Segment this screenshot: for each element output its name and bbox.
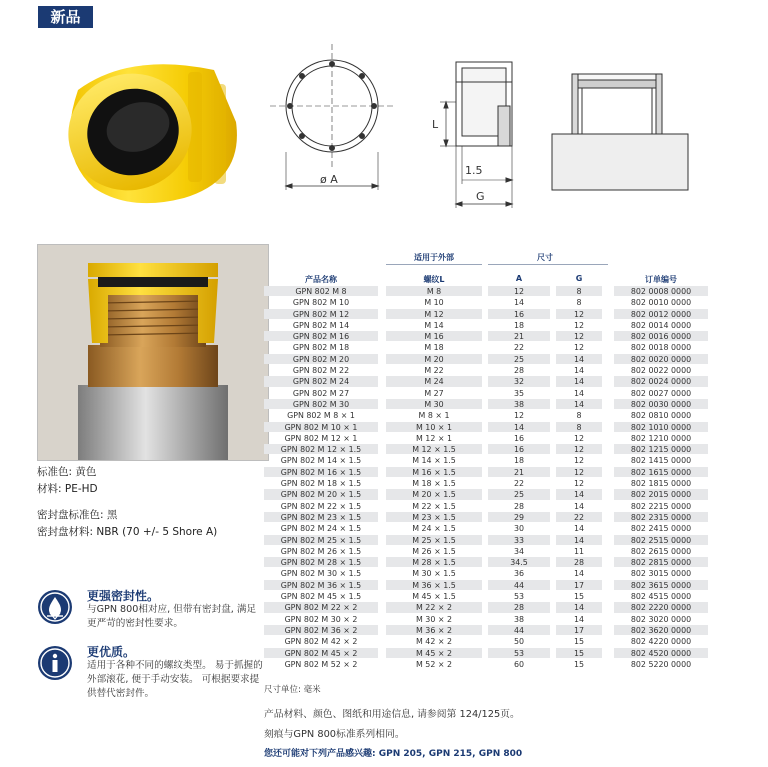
thread-cell: M 24 [386, 376, 482, 386]
table-row [264, 410, 708, 421]
g-cell: 15 [556, 648, 602, 658]
g-cell: 14 [556, 376, 602, 386]
product-name-cell: GPN 802 M 12 × 1 [284, 433, 358, 443]
table-row [264, 376, 708, 387]
a-cell: 35 [513, 388, 525, 398]
thread-cell: M 8 [386, 286, 482, 296]
table-row [264, 399, 708, 410]
g-cell: 15 [573, 592, 585, 602]
g-cell: 8 [576, 298, 582, 308]
a-cell: 16 [488, 444, 550, 454]
order-number-cell: 802 3615 0000 [614, 580, 708, 590]
order-number-cell: 802 1415 0000 [630, 456, 692, 466]
product-name-cell: GPN 802 M 8 × 1 [287, 411, 355, 421]
col-a: A [515, 274, 523, 283]
order-number-cell: 802 2815 0000 [614, 557, 708, 567]
dimension-offset-label: 1.5 [465, 164, 483, 177]
g-cell: 15 [573, 637, 585, 647]
order-number-cell: 802 0010 0000 [630, 298, 692, 308]
dimension-l-label: L [432, 118, 439, 131]
product-name-cell: GPN 802 M 36 × 1.5 [264, 580, 378, 590]
feature-quality-text: 适用于各种不同的螺纹类型。 易于抓握的外部滚花, 便于手动安装。 可根据要求提供替代密封件。 [87, 660, 263, 699]
table-row [264, 523, 708, 534]
table-row [264, 568, 708, 579]
order-number-cell: 802 2215 0000 [630, 501, 692, 511]
product-name-cell: GPN 802 M 20 × 1.5 [264, 489, 378, 499]
thread-cell: M 30 × 1.5 [412, 569, 456, 579]
g-cell: 15 [573, 659, 585, 669]
table-row [264, 535, 708, 546]
table-row [264, 365, 708, 376]
product-table [264, 250, 708, 670]
g-cell: 14 [556, 354, 602, 364]
g-cell: 12 [573, 433, 585, 443]
col-order-number: 订单编号 [645, 275, 677, 284]
table-row [264, 354, 708, 365]
table-row [264, 489, 708, 500]
group-size-header: 尺寸 [537, 253, 553, 262]
table-row [264, 444, 708, 455]
a-cell: 38 [513, 614, 525, 624]
product-name-cell: GPN 802 M 14 [292, 320, 350, 330]
product-name-cell: GPN 802 M 12 × 1.5 [264, 444, 378, 454]
g-cell: 12 [573, 456, 585, 466]
thread-cell: M 18 × 1.5 [412, 479, 456, 489]
table-row [264, 557, 708, 568]
order-number-cell: 802 1010 0000 [614, 422, 708, 432]
g-cell: 8 [576, 411, 582, 421]
g-cell: 17 [556, 625, 602, 635]
a-cell: 44 [488, 580, 550, 590]
g-cell: 14 [556, 489, 602, 499]
a-cell: 34 [513, 546, 525, 556]
table-row [264, 433, 708, 444]
g-cell: 12 [573, 479, 585, 489]
standard-color: 标准色: 黄色 [37, 466, 97, 478]
order-number-cell: 802 0020 0000 [614, 354, 708, 364]
a-cell: 53 [488, 648, 550, 658]
g-cell: 28 [556, 557, 602, 567]
col-thread: 螺纹L [423, 275, 445, 284]
a-cell: 22 [513, 343, 525, 353]
product-name-cell: GPN 802 M 10 [292, 298, 350, 308]
table-row [264, 648, 708, 659]
cap-product-photo [38, 32, 256, 212]
thread-cell: M 30 [386, 399, 482, 409]
order-number-cell: 802 0014 0000 [630, 320, 692, 330]
thread-cell: M 14 × 1.5 [412, 456, 456, 466]
drop-seal-icon [37, 589, 73, 625]
table-row [264, 580, 708, 591]
order-number-cell: 802 0810 0000 [630, 411, 692, 421]
front-view-drawing [270, 44, 394, 190]
thread-cell: M 8 × 1 [418, 411, 450, 421]
order-number-cell: 802 4220 0000 [630, 637, 692, 647]
thread-cell: M 22 × 1.5 [412, 501, 456, 511]
product-name-cell: GPN 802 M 14 × 1.5 [280, 456, 362, 466]
table-group-header [264, 250, 708, 266]
product-name-cell: GPN 802 M 30 × 1.5 [280, 569, 362, 579]
product-name-cell: GPN 802 M 8 [264, 286, 378, 296]
product-name-cell: GPN 802 M 18 [292, 343, 350, 353]
product-name-cell: GPN 802 M 25 × 1.5 [264, 535, 378, 545]
unit-note: 尺寸单位: 毫米 [264, 685, 321, 695]
feature-quality-title: 更优质。 [87, 645, 136, 659]
col-product-name: 产品名称 [305, 275, 337, 284]
product-name-cell: GPN 802 M 18 × 1.5 [280, 479, 362, 489]
product-name-cell: GPN 802 M 27 [292, 388, 350, 398]
g-cell: 12 [556, 467, 602, 477]
order-number-cell: 802 1615 0000 [614, 467, 708, 477]
a-cell: 44 [488, 625, 550, 635]
material: 材料: PE-HD [37, 483, 98, 495]
order-number-cell: 802 2515 0000 [614, 535, 708, 545]
mounted-section-drawing [552, 74, 688, 190]
order-number-cell: 802 0016 0000 [614, 331, 708, 341]
table-row [264, 602, 708, 613]
thread-cell: M 26 × 1.5 [412, 546, 456, 556]
thread-cell: M 30 × 2 [415, 614, 452, 624]
table-row [264, 331, 708, 342]
order-number-cell: 802 5220 0000 [630, 659, 692, 669]
product-name-cell: GPN 802 M 42 × 2 [284, 637, 358, 647]
g-cell: 12 [573, 320, 585, 330]
product-name-cell: GPN 802 M 22 × 2 [264, 602, 378, 612]
a-cell: 25 [488, 489, 550, 499]
order-number-cell: 802 0027 0000 [630, 388, 692, 398]
product-name-cell: GPN 802 M 22 [292, 366, 350, 376]
specs-list [37, 464, 267, 541]
g-cell: 8 [556, 422, 602, 432]
order-number-cell: 802 3620 0000 [614, 625, 708, 635]
g-cell: 14 [556, 535, 602, 545]
table-row [264, 455, 708, 466]
a-cell: 16 [488, 309, 550, 319]
table-row [264, 320, 708, 331]
application-photo [37, 244, 269, 461]
order-number-cell: 802 0022 0000 [630, 366, 692, 376]
thread-cell: M 36 × 1.5 [386, 580, 482, 590]
product-name-cell: GPN 802 M 30 × 2 [284, 614, 358, 624]
a-cell: 12 [513, 411, 525, 421]
order-number-cell: 802 0030 0000 [614, 399, 708, 409]
table-row [264, 546, 708, 557]
thread-cell: M 12 × 1 [415, 433, 452, 443]
product-name-cell: GPN 802 M 20 [264, 354, 378, 364]
order-number-cell: 802 0008 0000 [614, 286, 708, 296]
thread-cell: M 10 × 1 [386, 422, 482, 432]
technical-drawings [270, 40, 690, 220]
product-name-cell: GPN 802 M 30 [264, 399, 378, 409]
product-name-cell: GPN 802 M 16 × 1.5 [264, 467, 378, 477]
g-cell: 8 [556, 286, 602, 296]
thread-cell: M 25 × 1.5 [386, 535, 482, 545]
product-name-cell: GPN 802 M 45 × 2 [264, 648, 378, 658]
a-cell: 25 [488, 354, 550, 364]
feature-sealing-title: 更强密封性。 [87, 589, 160, 603]
a-cell: 21 [488, 467, 550, 477]
feature-sealing [37, 589, 265, 629]
info-icon [37, 645, 73, 681]
dimension-g-label: G [476, 190, 485, 203]
table-row [264, 591, 708, 602]
table-row [264, 478, 708, 489]
a-cell: 60 [513, 659, 525, 669]
feature-quality [37, 645, 265, 715]
seal-material: 密封盘材料: NBR (70 +/- 5 Shore A) [37, 526, 218, 538]
order-number-cell: 802 2220 0000 [614, 602, 708, 612]
g-cell: 14 [573, 524, 585, 534]
g-cell: 14 [573, 614, 585, 624]
a-cell: 28 [488, 602, 550, 612]
order-number-cell: 802 3020 0000 [630, 614, 692, 624]
table-row [264, 297, 708, 308]
table-row [264, 614, 708, 625]
a-cell: 34.5 [488, 557, 550, 567]
a-cell: 38 [488, 399, 550, 409]
product-name-cell: GPN 802 M 16 [264, 331, 378, 341]
thread-cell: M 36 × 2 [386, 625, 482, 635]
a-cell: 16 [513, 433, 525, 443]
order-number-cell: 802 2315 0000 [614, 512, 708, 522]
order-number-cell: 802 0024 0000 [614, 376, 708, 386]
product-name-cell: GPN 802 M 26 × 1.5 [280, 546, 362, 556]
table-row [264, 342, 708, 353]
product-name-cell: GPN 802 M 36 × 2 [264, 625, 378, 635]
g-cell: 14 [556, 399, 602, 409]
thread-cell: M 52 × 2 [415, 659, 452, 669]
order-number-cell: 802 1210 0000 [630, 433, 692, 443]
new-product-badge: 新品 [38, 6, 93, 28]
thread-cell: M 23 × 1.5 [386, 512, 482, 522]
a-cell: 14 [513, 298, 525, 308]
g-cell: 14 [556, 602, 602, 612]
related-products: 您还可能对下列产品感兴趣: GPN 205, GPN 215, GPN 800 [264, 749, 523, 759]
thread-cell: M 45 × 1.5 [412, 592, 456, 602]
table-row [264, 625, 708, 636]
thread-cell: M 10 [424, 298, 444, 308]
thread-cell: M 16 × 1.5 [386, 467, 482, 477]
table-row [264, 388, 708, 399]
table-row [264, 501, 708, 512]
table-row [264, 422, 708, 433]
product-name-cell: GPN 802 M 22 × 1.5 [280, 501, 362, 511]
table-column-header [264, 266, 708, 286]
product-name-cell: GPN 802 M 24 × 1.5 [280, 524, 362, 534]
a-cell: 36 [513, 569, 525, 579]
materials-reference: 产品材料、颜色、图纸和用途信息, 请参阅第 124/125页。 [264, 709, 520, 720]
thread-cell: M 22 × 2 [386, 602, 482, 612]
a-cell: 29 [488, 512, 550, 522]
feature-sealing-text: 与GPN 800相对应, 但带有密封盘, 满足更严苛的密封性要求。 [87, 604, 257, 629]
order-number-cell: 802 3015 0000 [630, 569, 692, 579]
marking-note: 刻痕与GPN 800标准系列相同。 [264, 729, 405, 740]
table-body [264, 286, 708, 670]
product-name-cell: GPN 802 M 10 × 1 [264, 422, 378, 432]
thread-cell: M 20 [386, 354, 482, 364]
order-number-cell: 802 2415 0000 [630, 524, 692, 534]
table-row [264, 309, 708, 320]
g-cell: 14 [573, 388, 585, 398]
a-cell: 18 [513, 320, 525, 330]
g-cell: 17 [556, 580, 602, 590]
order-number-cell: 802 1215 0000 [614, 444, 708, 454]
order-number-cell: 802 4520 0000 [614, 648, 708, 658]
order-number-cell: 802 2015 0000 [614, 489, 708, 499]
a-cell: 53 [513, 592, 525, 602]
a-cell: 30 [513, 524, 525, 534]
product-name-cell: GPN 802 M 12 [264, 309, 378, 319]
order-number-cell: 802 0012 0000 [614, 309, 708, 319]
thread-cell: M 45 × 2 [386, 648, 482, 658]
g-cell: 22 [556, 512, 602, 522]
thread-cell: M 18 [424, 343, 444, 353]
g-cell: 11 [573, 546, 585, 556]
seal-color: 密封盘标准色: 黑 [37, 509, 118, 521]
thread-cell: M 20 × 1.5 [386, 489, 482, 499]
side-section-drawing [440, 62, 512, 208]
product-name-cell: GPN 802 M 23 × 1.5 [264, 512, 378, 522]
g-cell: 14 [573, 501, 585, 511]
table-row [264, 286, 708, 297]
product-name-cell: GPN 802 M 45 × 1.5 [280, 592, 362, 602]
thread-cell: M 14 [424, 320, 444, 330]
a-cell: 22 [513, 479, 525, 489]
a-cell: 32 [488, 376, 550, 386]
product-name-cell: GPN 802 M 28 × 1.5 [264, 557, 378, 567]
a-cell: 33 [488, 535, 550, 545]
order-number-cell: 802 2615 0000 [630, 546, 692, 556]
table-row [264, 659, 708, 670]
a-cell: 18 [513, 456, 525, 466]
a-cell: 28 [513, 366, 525, 376]
thread-cell: M 22 [424, 366, 444, 376]
table-row [264, 636, 708, 647]
g-cell: 12 [573, 343, 585, 353]
thread-cell: M 42 × 2 [415, 637, 452, 647]
thread-cell: M 12 [386, 309, 482, 319]
order-number-cell: 802 0018 0000 [630, 343, 692, 353]
thread-cell: M 24 × 1.5 [412, 524, 456, 534]
g-cell: 12 [556, 309, 602, 319]
product-name-cell: GPN 802 M 24 [264, 376, 378, 386]
g-cell: 14 [573, 569, 585, 579]
a-cell: 14 [488, 422, 550, 432]
group-external-header: 适用于外部 [414, 253, 454, 262]
table-row [264, 467, 708, 478]
g-cell: 14 [573, 366, 585, 376]
col-g: G [575, 274, 583, 283]
a-cell: 50 [513, 637, 525, 647]
a-cell: 28 [513, 501, 525, 511]
product-name-cell: GPN 802 M 52 × 2 [284, 659, 358, 669]
thread-cell: M 16 [386, 331, 482, 341]
a-cell: 12 [488, 286, 550, 296]
g-cell: 12 [556, 331, 602, 341]
thread-cell: M 27 [424, 388, 444, 398]
order-number-cell: 802 1815 0000 [630, 479, 692, 489]
order-number-cell: 802 4515 0000 [630, 592, 692, 602]
thread-cell: M 12 × 1.5 [386, 444, 482, 454]
a-cell: 21 [488, 331, 550, 341]
g-cell: 12 [556, 444, 602, 454]
thread-cell: M 28 × 1.5 [386, 557, 482, 567]
table-row [264, 512, 708, 523]
dimension-a-label: ø A [320, 173, 338, 186]
